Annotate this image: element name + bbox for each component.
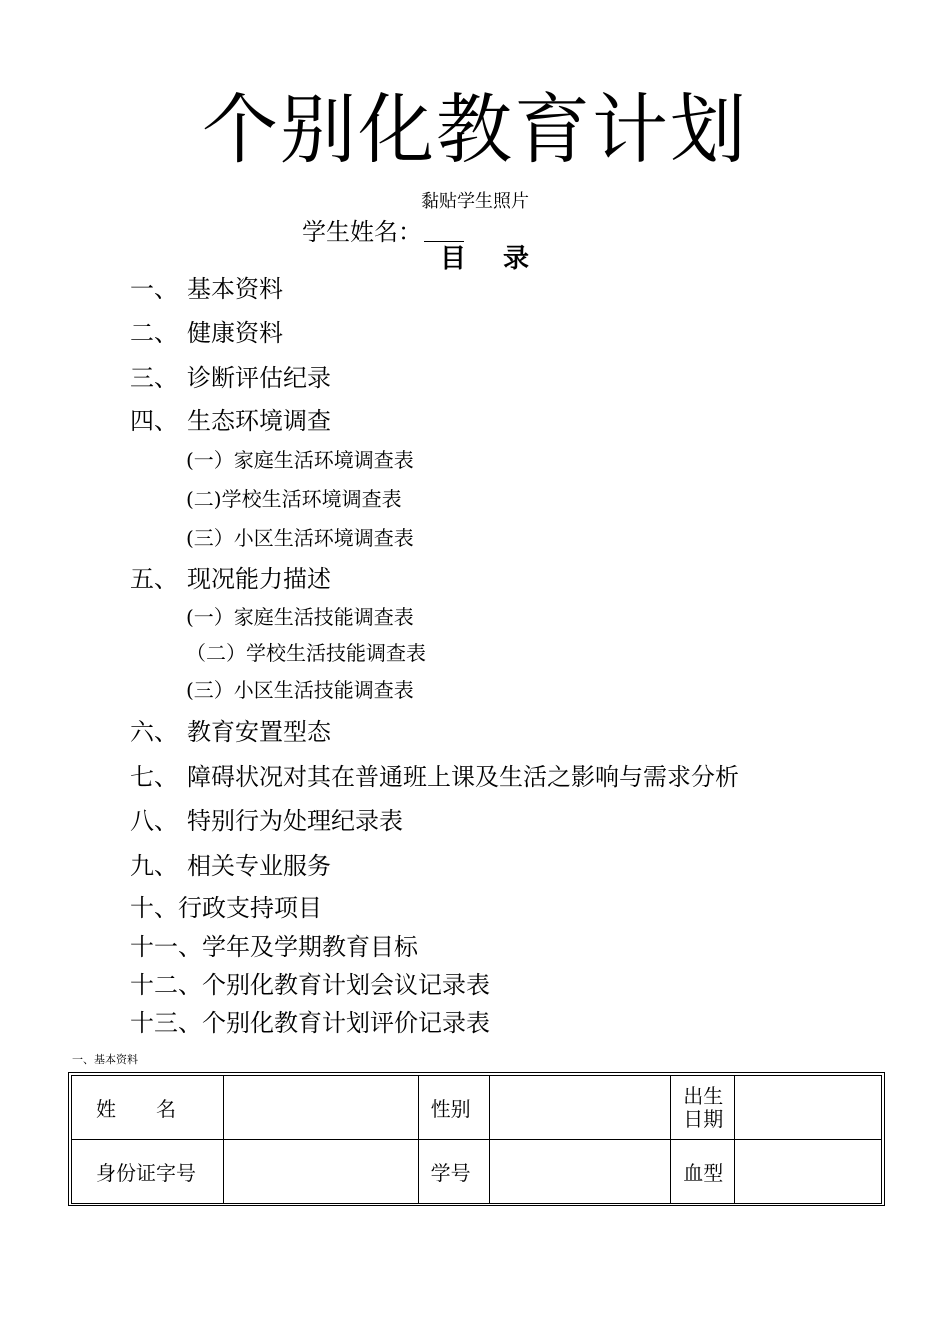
toc-num: 二、	[130, 319, 178, 347]
toc-num: 四、	[130, 407, 178, 435]
toc-item-current-ability	[130, 559, 331, 594]
toc-label: 健康资料	[187, 319, 283, 347]
toc-num: 三、	[130, 364, 178, 392]
section-heading-basic-info: 一、基本资料	[72, 1053, 138, 1066]
name-label-cell: 姓 名	[72, 1076, 224, 1140]
toc-num: 六、	[130, 718, 178, 746]
birth-date-value-cell[interactable]	[735, 1076, 882, 1140]
student-no-label-cell: 学号	[418, 1140, 489, 1204]
toc-num: 一、	[130, 275, 178, 303]
toc-label: 障碍状况对其在普通班上课及生活之影响与需求分析	[187, 763, 739, 791]
toc-item-basic-info	[130, 269, 283, 304]
toc-subitem: （二）学校生活技能调查表	[186, 641, 426, 665]
toc-subitem: (二)学校生活环境调查表	[186, 487, 402, 511]
toc-num: 九、	[130, 852, 178, 880]
toc-label: 特别行为处理纪录表	[187, 807, 403, 835]
toc-item-professional-services	[130, 846, 331, 881]
toc-label: 生态环境调查	[187, 407, 331, 435]
toc-item-admin-support: 十、行政支持项目	[130, 894, 322, 922]
toc-label: 基本资料	[187, 275, 283, 303]
toc-label: 诊断评估纪录	[187, 364, 331, 392]
toc-item-behavior-record	[130, 801, 403, 836]
toc-subitem: (三）小区生活技能调查表	[186, 678, 414, 702]
blood-type-label-cell: 血型	[671, 1140, 735, 1204]
toc-num: 七、	[130, 763, 178, 791]
photo-placeholder-label: 黏贴学生照片	[421, 191, 529, 212]
gender-label-cell: 性别	[418, 1076, 489, 1140]
toc-item-ecology	[130, 401, 331, 436]
gender-value-cell[interactable]	[489, 1076, 671, 1140]
name-value-cell[interactable]	[223, 1076, 418, 1140]
toc-num: 八、	[130, 807, 178, 835]
document-title: 个别化教育计划	[202, 85, 748, 174]
id-number-value-cell[interactable]	[223, 1140, 418, 1204]
toc-label: 现况能力描述	[187, 565, 331, 593]
birth-date-label-cell	[671, 1076, 735, 1140]
birth-label-line2: 日期	[683, 1106, 724, 1131]
toc-subitem: (三）小区生活环境调查表	[186, 526, 414, 550]
toc-label: 教育安置型态	[187, 718, 331, 746]
toc-title: 目 录	[440, 244, 544, 274]
birth-label-line1: 出生	[683, 1083, 724, 1108]
toc-item-goals: 十一、学年及学期教育目标	[130, 933, 418, 961]
toc-label: 相关专业服务	[187, 852, 331, 880]
toc-item-impact-analysis	[130, 757, 739, 792]
toc-item-evaluation-record: 十三、个别化教育计划评价记录表	[130, 1009, 490, 1037]
basic-info-table	[68, 1072, 885, 1206]
toc-subitem: (一）家庭生活技能调查表	[186, 605, 414, 629]
id-number-label-cell: 身份证字号	[72, 1140, 224, 1204]
toc-item-meeting-record: 十二、个别化教育计划会议记录表	[130, 971, 490, 999]
toc-num: 五、	[130, 565, 178, 593]
toc-item-placement	[130, 712, 331, 747]
blood-type-value-cell[interactable]	[735, 1140, 882, 1204]
basic-info-grid	[71, 1075, 882, 1204]
toc-item-health	[130, 313, 283, 348]
toc-item-diagnosis	[130, 358, 331, 393]
student-no-value-cell[interactable]	[489, 1140, 671, 1204]
toc-subitem: (一）家庭生活环境调查表	[186, 448, 414, 472]
student-name-label: 学生姓名：	[302, 218, 422, 246]
